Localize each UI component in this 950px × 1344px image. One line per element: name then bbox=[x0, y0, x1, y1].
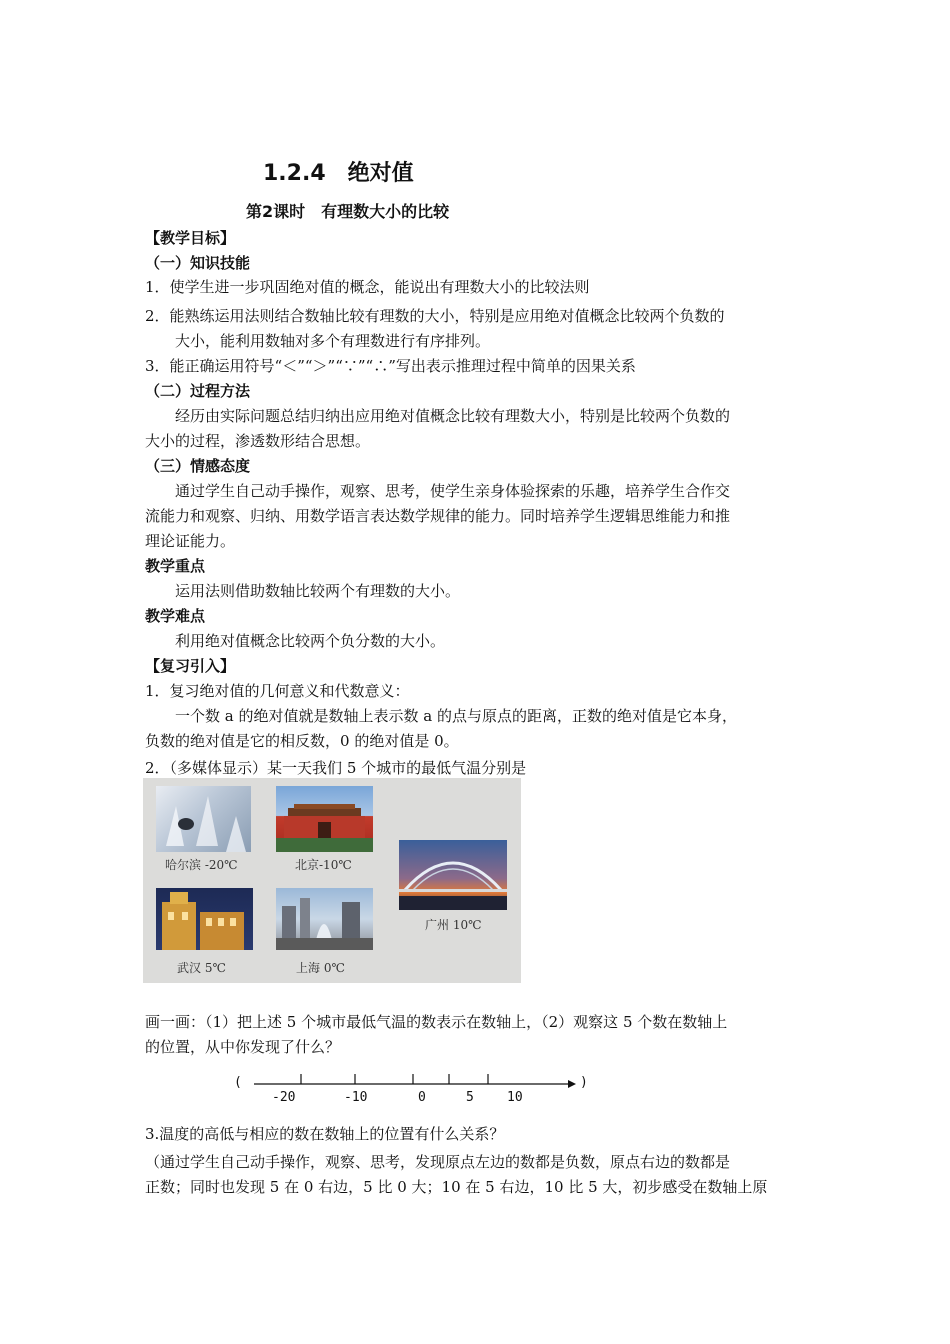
page-title: 1.2.4 绝对值 bbox=[263, 161, 414, 186]
harbin-photo bbox=[156, 786, 251, 852]
key-heading: 教学重点 bbox=[145, 557, 206, 575]
numline-label: 0 bbox=[418, 1090, 426, 1105]
difficulty-heading: 教学难点 bbox=[145, 607, 206, 625]
process-line-2: 大小的过程，渗透数形结合思想。 bbox=[145, 432, 371, 450]
emotion-line-2: 流能力和观察、归纳、用数学语言表达数学规律的能力。同时培养学生逻辑思维能力和推 bbox=[145, 507, 731, 525]
difficulty-text: 利用绝对值概念比较两个负分数的大小。 bbox=[175, 632, 446, 650]
numline-open-paren: ( bbox=[234, 1075, 242, 1090]
review-item-1: 1．复习绝对值的几何意义和代数意义： bbox=[145, 682, 410, 700]
review-heading: 【复习引入】 bbox=[145, 657, 236, 675]
emotion-line-3: 理论证能力。 bbox=[145, 532, 236, 550]
numline-close-paren: ) bbox=[580, 1075, 588, 1090]
process-line-1: 经历由实际问题总结归纳出应用绝对值概念比较有理数大小，特别是比较两个负数的 bbox=[175, 407, 731, 425]
city-label-guangzhou: 广州 10℃ bbox=[425, 918, 482, 932]
guangzhou-photo bbox=[399, 840, 507, 910]
emotion-line-1: 通过学生自己动手操作，观察、思考，使学生亲身体验探索的乐趣，培养学生合作交 bbox=[175, 482, 731, 500]
emotion-heading: （三）情感态度 bbox=[145, 457, 251, 475]
knowledge-item-3: 3．能正确运用符号“＜”“＞”“∵”“∴”写出表示推理过程中简单的因果关系 bbox=[145, 357, 636, 375]
knowledge-item-2: 2．能熟练运用法则结合数轴比较有理数的大小，特别是应用绝对值概念比较两个负数的 bbox=[145, 307, 725, 325]
answer-line-2: 正数；同时也发现 5 在 0 右边，5 比 0 大；10 在 5 右边，10 比 5 大，初步感受在数轴上原 bbox=[145, 1178, 768, 1196]
shanghai-photo bbox=[276, 888, 373, 950]
answer-line-1: （通过学生自己动手操作，观察、思考，发现原点左边的数都是负数，原点右边的数都是 bbox=[145, 1153, 731, 1171]
review-def-line-2: 负数的绝对值是它的相反数，0 的绝对值是 0。 bbox=[145, 732, 459, 750]
draw-line-2: 的位置，从中你发现了什么？ bbox=[145, 1038, 341, 1056]
city-label-beijing: 北京-10℃ bbox=[295, 858, 352, 872]
numline-label: 5 bbox=[466, 1090, 474, 1105]
knowledge-item-2-cont: 大小，能利用数轴对多个有理数进行有序排列。 bbox=[175, 332, 491, 350]
objectives-heading: 【教学目标】 bbox=[145, 229, 236, 247]
review-def-line-1: 一个数 a 的绝对值就是数轴上表示数 a 的点与原点的距离，正数的绝对值是它本身， bbox=[175, 707, 737, 725]
draw-line-1: 画一画：（1）把上述 5 个城市最低气温的数表示在数轴上，（2）观察这 5 个数在数轴上 bbox=[145, 1013, 728, 1031]
city-label-harbin: 哈尔滨 -20℃ bbox=[165, 858, 238, 872]
knowledge-item-1: 1．使学生进一步巩固绝对值的概念，能说出有理数大小的比较法则 bbox=[145, 278, 590, 296]
knowledge-heading: （一）知识技能 bbox=[145, 254, 251, 272]
review-item-2: 2．（多媒体显示）某一天我们 5 个城市的最低气温分别是 bbox=[145, 759, 527, 777]
numline-label: -10 bbox=[344, 1090, 368, 1105]
wuhan-photo bbox=[156, 888, 253, 950]
numline-label: 10 bbox=[507, 1090, 523, 1105]
numline-label: -20 bbox=[272, 1090, 296, 1105]
process-heading: （二）过程方法 bbox=[145, 382, 251, 400]
page-subtitle: 第2课时 有理数大小的比较 bbox=[246, 202, 450, 221]
key-text: 运用法则借助数轴比较两个有理数的大小。 bbox=[175, 582, 461, 600]
number-line bbox=[230, 1068, 600, 1108]
question-3: 3.温度的高低与相应的数在数轴上的位置有什么关系？ bbox=[145, 1125, 505, 1143]
numline-arrow-icon bbox=[568, 1080, 576, 1088]
beijing-photo bbox=[276, 786, 373, 852]
city-label-wuhan: 武汉 5℃ bbox=[177, 961, 226, 975]
city-label-shanghai: 上海 0℃ bbox=[296, 961, 345, 975]
city-photo-panel bbox=[143, 778, 521, 983]
